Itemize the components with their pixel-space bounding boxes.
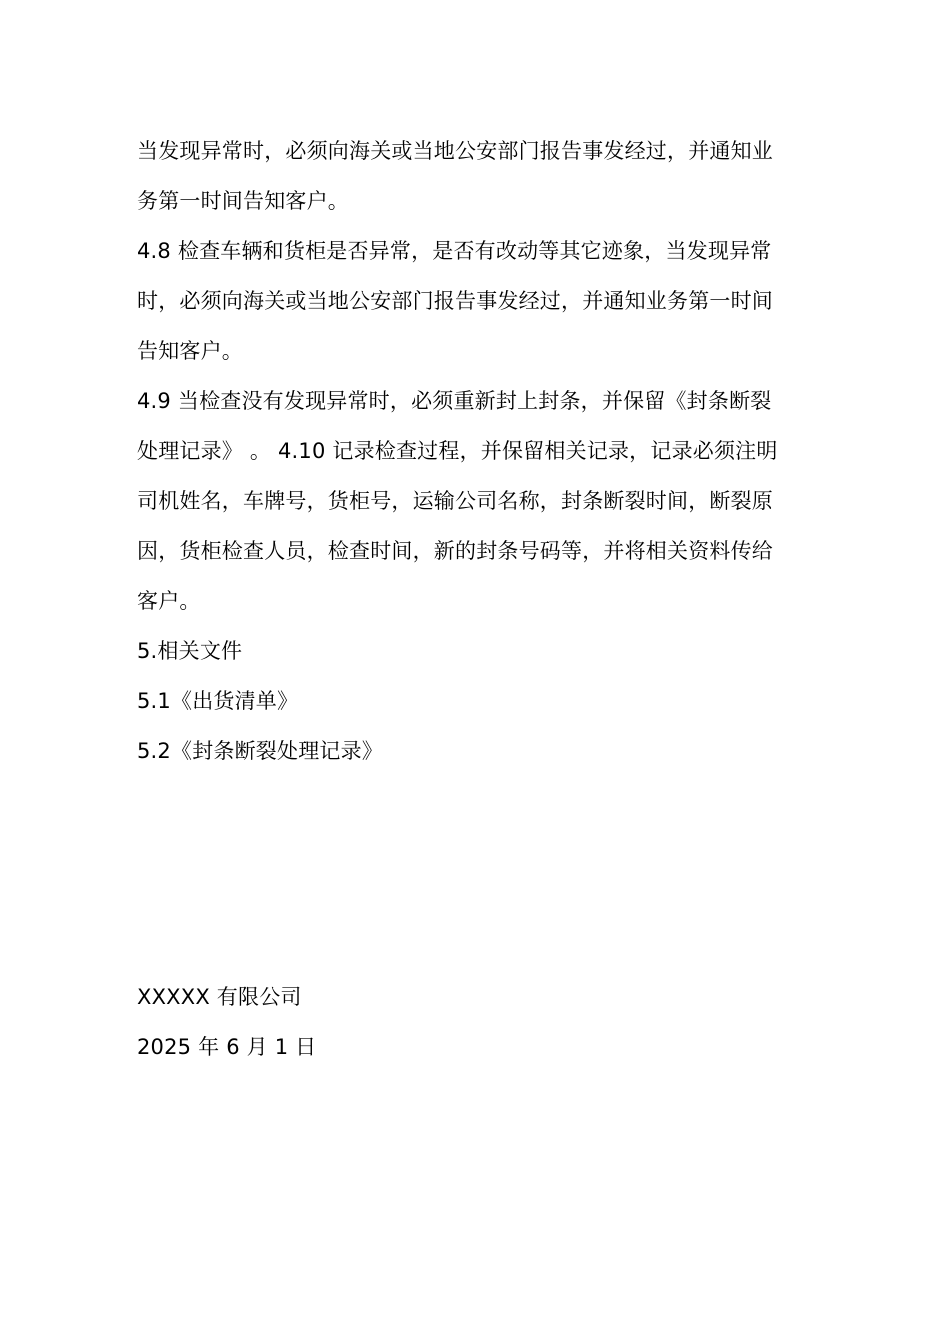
document-body <box>137 126 817 776</box>
body-line: 客户。 <box>137 589 201 613</box>
body-line: 时，必须向海关或当地公安部门报告事发经过，并通知业务第一时间 <box>137 289 773 313</box>
list-item: 5.1《出货清单》 <box>137 689 299 713</box>
company-name: XXXXX 有限公司 <box>137 985 302 1009</box>
document-date: 2025 年 6 月 1 日 <box>137 1035 317 1059</box>
body-line: 司机姓名，车牌号，货柜号，运输公司名称，封条断裂时间，断裂原 <box>137 489 773 513</box>
signature-block <box>137 972 817 1072</box>
body-line: 告知客户。 <box>137 339 243 363</box>
body-line: 务第一时间告知客户。 <box>137 189 349 213</box>
body-line: 因，货柜检查人员，检查时间，新的封条号码等，并将相关资料传给 <box>137 539 773 563</box>
body-line: 4.8 检查车辆和货柜是否异常，是否有改动等其它迹象，当发现异常 <box>137 239 772 263</box>
body-line: 4.9 当检查没有发现异常时，必须重新封上封条，并保留《封条断裂 <box>137 389 772 413</box>
body-line: 当发现异常时，必须向海关或当地公安部门报告事发经过，并通知业 <box>137 139 773 163</box>
section-heading: 5.相关文件 <box>137 639 243 663</box>
body-line: 处理记录》 。 4.10 记录检查过程，并保留相关记录，记录必须注明 <box>137 439 778 463</box>
list-item: 5.2《封条断裂处理记录》 <box>137 739 383 763</box>
